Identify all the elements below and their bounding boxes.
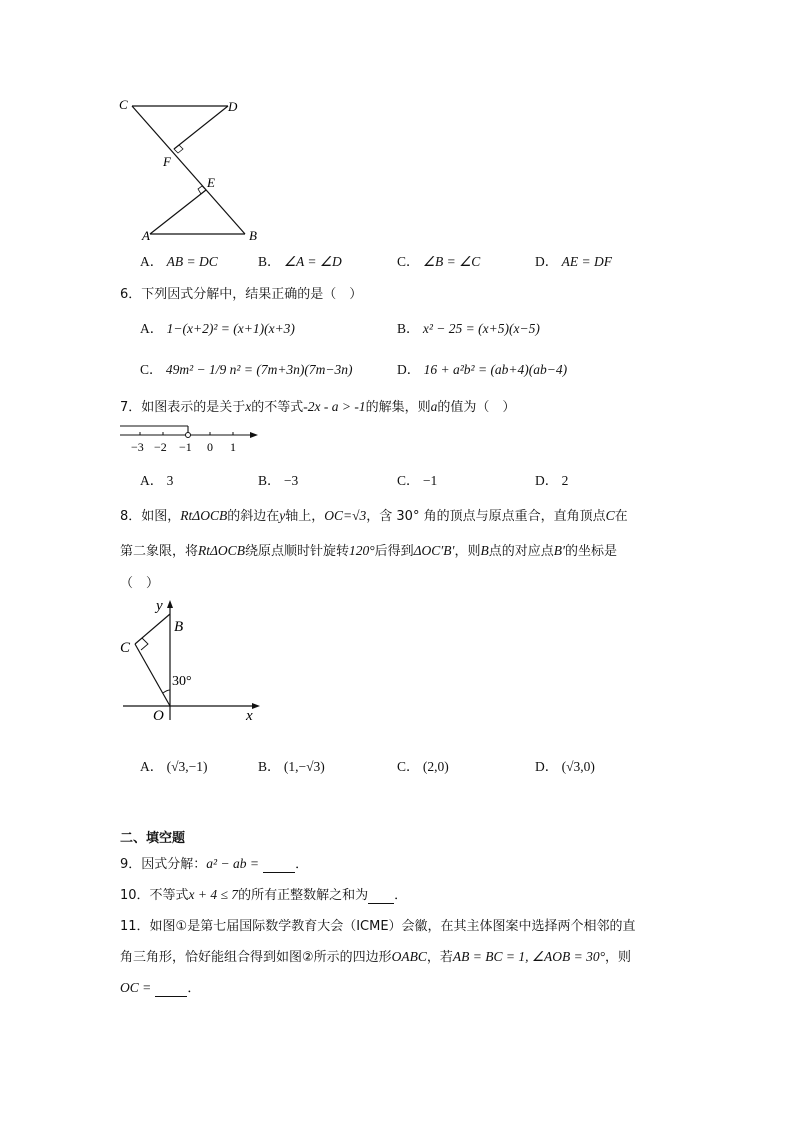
q7-stem: 7．如图表示的是关于x的不等式-2x - a > -1的解集，则a的值为（ ） [120, 399, 516, 415]
label-F: F [163, 154, 171, 169]
q6-stem: 6．下列因式分解中，结果正确的是（ ） [120, 287, 363, 302]
label-B: B [249, 228, 257, 243]
q8-stem-line3: （ ） [120, 576, 160, 591]
q8-option-c[interactable]: C． (2,0) [397, 759, 449, 774]
q5-option-a[interactable]: A． AB = DC [140, 254, 218, 269]
tick-label: 1 [230, 440, 236, 454]
q6-option-a[interactable]: A． 1−(x+2)² = (x+1)(x+3) [140, 321, 295, 336]
label-y: y [156, 598, 163, 614]
label-D: D [228, 99, 238, 114]
q5-option-c[interactable]: C． ∠B = ∠C [397, 254, 481, 269]
q5-option-d[interactable]: D． AE = DF [535, 254, 612, 269]
label-E: E [207, 175, 215, 190]
q10-answer-blank[interactable] [368, 888, 394, 904]
q5-option-b[interactable]: B． ∠A = ∠D [258, 254, 342, 269]
label-O: O [153, 708, 164, 724]
q8-stem-line2: 第二象限，将RtΔOCB绕原点顺时针旋转120°后得到ΔOC′B′，则B点的对应点B′的坐标是 [120, 543, 617, 559]
section-title: 二、填空题 [120, 831, 186, 846]
q6-option-b[interactable]: B． x² − 25 = (x+5)(x−5) [397, 321, 540, 336]
q10: 10．不等式x + 4 ≤ 7的所有正整数解之和为 ． [120, 887, 408, 903]
label-angle: 30° [172, 674, 192, 689]
q6-option-c[interactable]: C． 49m² − 1/9 n² = (7m+3n)(7m−3n) [140, 362, 353, 377]
q11-line3: OC = ． [120, 980, 201, 996]
tick-label: −2 [154, 440, 167, 454]
q7-option-a[interactable]: A． 3 [140, 473, 174, 488]
q7-number-line [118, 420, 268, 456]
tick-label: −1 [179, 440, 192, 454]
label-A: A [142, 228, 150, 243]
q9-answer-blank[interactable] [263, 857, 295, 873]
tick-label: −3 [131, 440, 144, 454]
tick-label: 0 [207, 440, 213, 454]
q8-option-d[interactable]: D． (√3,0) [535, 759, 595, 774]
q6-option-d[interactable]: D． 16 + a²b² = (ab+4)(ab−4) [397, 362, 568, 377]
q11-line2: 角三角形，恰好能组合得到如图②所示的四边形OABC，若AB = BC = 1, ∠AOB = 30°，则 [120, 949, 632, 965]
q5-figure [110, 92, 270, 247]
q7-option-c[interactable]: C． −1 [397, 473, 438, 488]
q8-option-b[interactable]: B． (1,−√3) [258, 759, 325, 774]
q9: 9．因式分解：a² − ab = ． [120, 856, 309, 872]
label-x: x [246, 708, 253, 724]
q7-option-b[interactable]: B． −3 [258, 473, 299, 488]
q11-line1: 11．如图①是第七届国际数学教育大会（ICME）会徽，在其主体图案中选择两个相邻的直 [120, 919, 636, 934]
label-C: C [120, 640, 131, 656]
q11-answer-blank[interactable] [155, 981, 187, 997]
label-B: B [174, 619, 184, 635]
q8-figure [118, 596, 268, 726]
label-C: C [119, 97, 128, 112]
q7-option-d[interactable]: D． 2 [535, 473, 569, 488]
q8-stem-line1: 8．如图，RtΔOCB的斜边在y轴上，OC=√3，含 30° 角的顶点与原点重合，直角顶点C在 [120, 508, 628, 524]
q8-option-a[interactable]: A． (√3,−1) [140, 759, 208, 774]
